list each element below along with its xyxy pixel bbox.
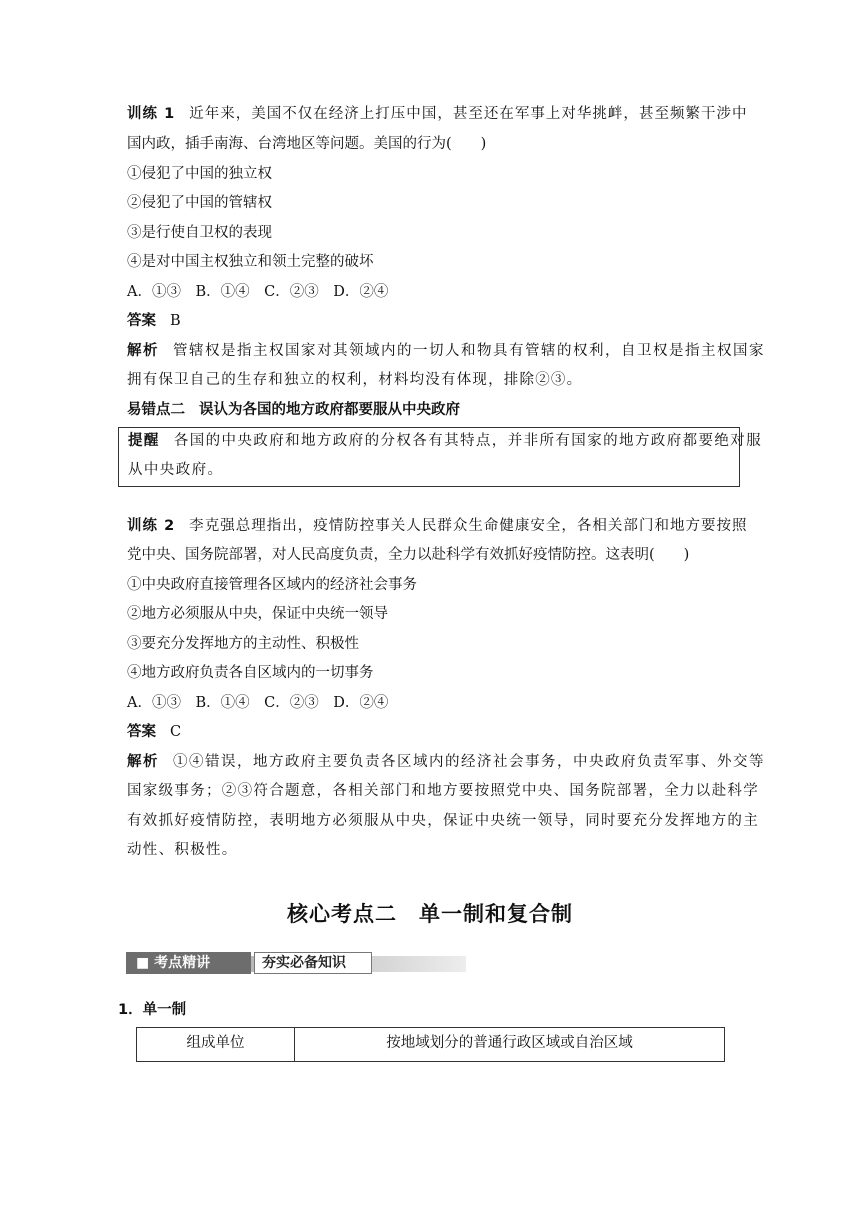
answer-value: B bbox=[170, 313, 181, 329]
subsection-heading: 1．单一制 bbox=[118, 1002, 187, 1018]
table-cell-value: 按地域划分的普通行政区域或自治区域 bbox=[295, 1028, 725, 1062]
answer-label: 答案 bbox=[127, 724, 156, 740]
section-title: 核心考点二 单一制和复合制 bbox=[287, 902, 573, 926]
banner-dark-tab bbox=[126, 952, 251, 974]
training2-analysis-line3: 有效抓好疫情防控，表明地方必须服从中央，保证中央统一领导，同时要充分发挥地方的主 bbox=[127, 813, 759, 829]
training2-choices: A．①③ B．①④ C．②③ D．②④ bbox=[127, 695, 389, 711]
training2-label: 训练 2 bbox=[127, 518, 175, 534]
analysis-label: 解析 bbox=[127, 343, 159, 359]
training1-analysis-line1 bbox=[127, 341, 765, 361]
training1-option-1: ①侵犯了中国的独立权 bbox=[127, 166, 272, 182]
training2-option-1: ①中央政府直接管理各区域内的经济社会事务 bbox=[127, 577, 417, 593]
training2-option-3: ③要充分发挥地方的主动性、积极性 bbox=[127, 636, 359, 652]
training2-stem-text: 李克强总理指出，疫情防控事关人民群众生命健康安全，各相关部门和地方要按照 bbox=[188, 518, 748, 534]
banner-dark-label: ■ 考点精讲 bbox=[136, 955, 211, 971]
training1-option-4: ④是对中国主权独立和领土完整的破坏 bbox=[127, 254, 374, 270]
training2-stem-line2: 党中央、国务院部署，对人民高度负责，全力以赴科学有效抓好疫情防控。这表明( ) bbox=[127, 547, 690, 563]
tip-line2: 从中央政府。 bbox=[128, 462, 224, 478]
tip-line1 bbox=[128, 431, 763, 451]
unitary-table bbox=[136, 1027, 725, 1062]
banner-light-tab bbox=[254, 952, 372, 974]
analysis-label: 解析 bbox=[127, 754, 159, 770]
training2-option-2: ②地方必须服从中央，保证中央统一领导 bbox=[127, 606, 388, 622]
training1-label: 训练 1 bbox=[127, 106, 175, 122]
training1-answer bbox=[127, 311, 747, 331]
training1-option-3: ③是行使自卫权的表现 bbox=[127, 225, 272, 241]
training1-option-2: ②侵犯了中国的管辖权 bbox=[127, 195, 272, 211]
pitfall2-heading bbox=[127, 400, 747, 420]
training1-choices: A．①③ B．①④ C．②③ D．②④ bbox=[127, 284, 389, 300]
training2-answer bbox=[127, 722, 747, 742]
tip-text: 各国的中央政府和地方政府的分权各有其特点，并非所有国家的地方政府都要绝对服 bbox=[173, 433, 763, 449]
banner-light-label: 夯实必备知识 bbox=[262, 955, 346, 971]
training2-analysis-line1 bbox=[127, 752, 765, 772]
answer-label: 答案 bbox=[127, 313, 156, 329]
analysis-text: ①④错误，地方政府主要负责各区域内的经济社会事务，中央政府负责军事、外交等 bbox=[173, 754, 765, 770]
pitfall2-heading-text: 误认为各国的地方政府都要服从中央政府 bbox=[199, 402, 460, 418]
training2-option-4: ④地方政府负责各自区域内的一切事务 bbox=[127, 665, 374, 681]
training2-analysis-line4: 动性、积极性。 bbox=[127, 842, 238, 858]
training2-stem-line1 bbox=[127, 516, 747, 536]
training1-stem-text: 近年来，美国不仅在经济上打压中国，甚至还在军事上对华挑衅，甚至频繁干涉中 bbox=[188, 106, 748, 122]
tip-box bbox=[118, 427, 763, 487]
answer-value: C bbox=[170, 724, 182, 740]
training1-analysis-line2: 拥有保卫自己的生存和独立的权利，材料均没有体现，排除②③。 bbox=[127, 372, 583, 388]
training2-analysis-line2: 国家级事务；②③符合题意，各相关部门和地方要按照党中央、国务院部署，全力以赴科学 bbox=[127, 783, 759, 799]
section-banner bbox=[126, 952, 466, 980]
training1-stem-line1 bbox=[127, 104, 747, 124]
table-row bbox=[137, 1028, 725, 1062]
table-cell-label: 组成单位 bbox=[137, 1028, 295, 1062]
tip-label: 提醒 bbox=[128, 433, 160, 449]
pitfall2-heading-label: 易错点二 bbox=[127, 402, 185, 418]
training1-stem-line2: 国内政，插手南海、台湾地区等问题。美国的行为( ) bbox=[127, 136, 487, 152]
analysis-text: 管辖权是指主权国家对其领域内的一切人和物具有管辖的权利，自卫权是指主权国家 bbox=[173, 343, 765, 359]
